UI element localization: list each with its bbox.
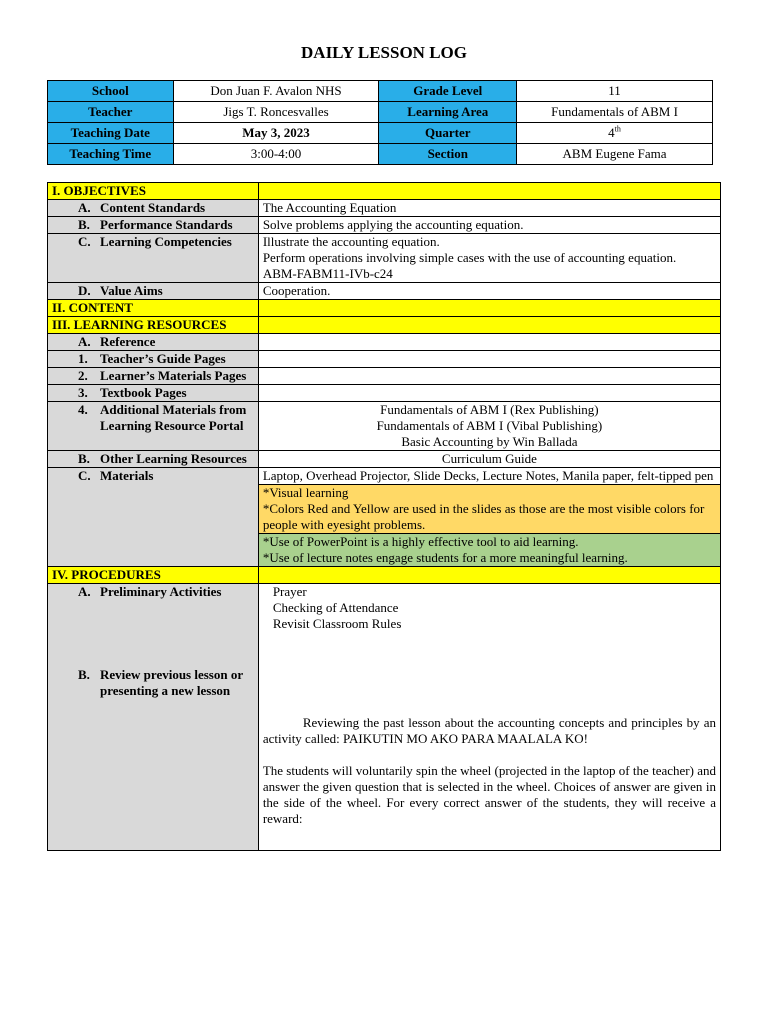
section-heading: I. OBJECTIVES xyxy=(48,183,259,200)
table-row xyxy=(48,234,721,283)
school-label: School xyxy=(48,81,174,102)
text-line: Fundamentals of ABM I (Rex Publishing) xyxy=(380,402,599,417)
row-label xyxy=(48,451,259,468)
lesson-table xyxy=(47,182,721,851)
section-row-objectives xyxy=(48,183,721,200)
section-blank xyxy=(258,567,720,584)
header-row xyxy=(48,102,713,123)
item-number: 4. xyxy=(78,402,88,417)
header-row xyxy=(48,81,713,102)
text-line: *Visual learning xyxy=(262,485,349,500)
table-row xyxy=(48,351,721,368)
row-label xyxy=(48,283,259,300)
quarter-label: Quarter xyxy=(379,123,517,144)
header-table xyxy=(47,80,713,165)
item-number: B. xyxy=(78,217,90,232)
item-label: Content Standards xyxy=(100,200,206,215)
other-resources-value: Curriculum Guide xyxy=(258,451,720,468)
table-row xyxy=(48,468,721,485)
item-number: D. xyxy=(78,283,91,298)
teacher-label: Teacher xyxy=(48,102,174,123)
section-blank xyxy=(258,300,720,317)
text-line: Perform operations involving simple cases with the use of accounting equation. xyxy=(262,250,677,265)
grade-level-label: Grade Level xyxy=(379,81,517,102)
item-number: A. xyxy=(78,584,91,599)
item-label: Performance Standards xyxy=(100,217,233,232)
list-item: Checking of Attendance xyxy=(272,600,399,615)
learning-area-label: Learning Area xyxy=(379,102,517,123)
table-row xyxy=(48,334,721,351)
preliminary-activities-list xyxy=(263,584,716,632)
table-row xyxy=(48,200,721,217)
teacher-value: Jigs T. Roncesvalles xyxy=(173,102,379,123)
textbook-pages-value xyxy=(258,385,720,402)
row-label xyxy=(48,385,259,402)
row-label xyxy=(48,351,259,368)
teaching-date-value: May 3, 2023 xyxy=(173,123,379,144)
table-row xyxy=(48,584,721,851)
item-label: Learner’s Materials Pages xyxy=(100,368,247,383)
section-row-resources xyxy=(48,317,721,334)
school-value: Don Juan F. Avalon NHS xyxy=(173,81,379,102)
teachers-guide-value xyxy=(258,351,720,368)
section-row-content xyxy=(48,300,721,317)
row-label xyxy=(48,468,259,567)
section-heading: IV. PROCEDURES xyxy=(48,567,259,584)
section-heading: III. LEARNING RESOURCES xyxy=(48,317,259,334)
text-line: *Use of lecture notes engage students for a more meaningful learning. xyxy=(262,550,628,565)
visual-learning-note xyxy=(258,485,720,534)
row-label xyxy=(48,234,259,283)
table-row xyxy=(48,402,721,451)
item-label: Value Aims xyxy=(100,283,163,298)
section-blank xyxy=(258,317,720,334)
section-label: Section xyxy=(379,144,517,165)
row-label xyxy=(48,584,259,851)
item-label: Review previous lesson or presenting a new lesson xyxy=(100,667,243,698)
learning-competencies-value xyxy=(258,234,720,283)
list-item: Prayer xyxy=(272,584,307,599)
teaching-date-label: Teaching Date xyxy=(48,123,174,144)
text-line: Illustrate the accounting equation. xyxy=(262,234,440,249)
row-label xyxy=(48,368,259,385)
table-row xyxy=(48,283,721,300)
row-label xyxy=(48,402,259,451)
learners-materials-value xyxy=(258,368,720,385)
section-value: ABM Eugene Fama xyxy=(517,144,713,165)
table-row xyxy=(48,217,721,234)
item-number: B. xyxy=(78,451,90,466)
row-label xyxy=(48,200,259,217)
grade-level-value: 11 xyxy=(517,81,713,102)
item-number: B. xyxy=(78,667,90,682)
item-label: Learning Competencies xyxy=(100,234,232,249)
quarter-value xyxy=(517,123,713,144)
value-aims-value: Cooperation. xyxy=(258,283,720,300)
header-row xyxy=(48,144,713,165)
list-item: Revisit Classroom Rules xyxy=(272,616,402,631)
row-label xyxy=(48,334,259,351)
item-label: Reference xyxy=(100,334,156,349)
materials-value: Laptop, Overhead Projector, Slide Decks, Lecture Notes, Manila paper, felt-tipped pen xyxy=(258,468,720,485)
header-row xyxy=(48,123,713,144)
content-standards-value: The Accounting Equation xyxy=(258,200,720,217)
section-heading: II. CONTENT xyxy=(48,300,259,317)
item-label: Preliminary Activities xyxy=(100,584,222,599)
powerpoint-note xyxy=(258,534,720,567)
procedures-value xyxy=(258,584,720,851)
table-row xyxy=(48,385,721,402)
item-label: Textbook Pages xyxy=(100,385,187,400)
item-number: C. xyxy=(78,234,91,249)
learning-area-value: Fundamentals of ABM I xyxy=(517,102,713,123)
item-label: Teacher’s Guide Pages xyxy=(100,351,226,366)
text-line: Fundamentals of ABM I (Vibal Publishing) xyxy=(376,418,603,433)
reference-value xyxy=(258,334,720,351)
text-line: *Colors Red and Yellow are used in the slides as those are the most visible colors for people with eyesight problems. xyxy=(262,501,705,532)
item-number: 1. xyxy=(78,351,88,366)
text-line: Basic Accounting by Win Ballada xyxy=(401,434,578,449)
teaching-time-value: 3:00-4:00 xyxy=(173,144,379,165)
page-title: DAILY LESSON LOG xyxy=(301,43,467,62)
quarter-suffix: th xyxy=(614,124,621,134)
item-number: 3. xyxy=(78,385,88,400)
table-row xyxy=(48,451,721,468)
quarter-number: 4 xyxy=(608,125,615,140)
item-label: Materials xyxy=(100,468,154,483)
item-label: Additional Materials from Learning Resource Portal xyxy=(100,402,247,433)
review-paragraph: Reviewing the past lesson about the accounting concepts and principles by an activity called: PAIKUTIN MO AKO PARA MAALALA KO! xyxy=(262,715,716,746)
performance-standards-value: Solve problems applying the accounting equation. xyxy=(258,217,720,234)
row-label xyxy=(48,217,259,234)
item-number: 2. xyxy=(78,368,88,383)
text-line: ABM-FABM11-IVb-c24 xyxy=(262,266,393,281)
section-blank xyxy=(258,183,720,200)
item-number: C. xyxy=(78,468,91,483)
teaching-time-label: Teaching Time xyxy=(48,144,174,165)
item-number: A. xyxy=(78,334,91,349)
section-row-procedures xyxy=(48,567,721,584)
item-label: Other Learning Resources xyxy=(100,451,247,466)
item-number: A. xyxy=(78,200,91,215)
table-row xyxy=(48,368,721,385)
text-line: *Use of PowerPoint is a highly effective tool to aid learning. xyxy=(262,534,579,549)
additional-materials-value xyxy=(258,402,720,451)
wheel-activity-paragraph: The students will voluntarily spin the wheel (projected in the laptop of the teacher) and answer the given question that is selected in the wheel. Choices of answer are given in the side of the wheel. For every correct answer of the students, they will receive a reward: xyxy=(262,763,716,826)
